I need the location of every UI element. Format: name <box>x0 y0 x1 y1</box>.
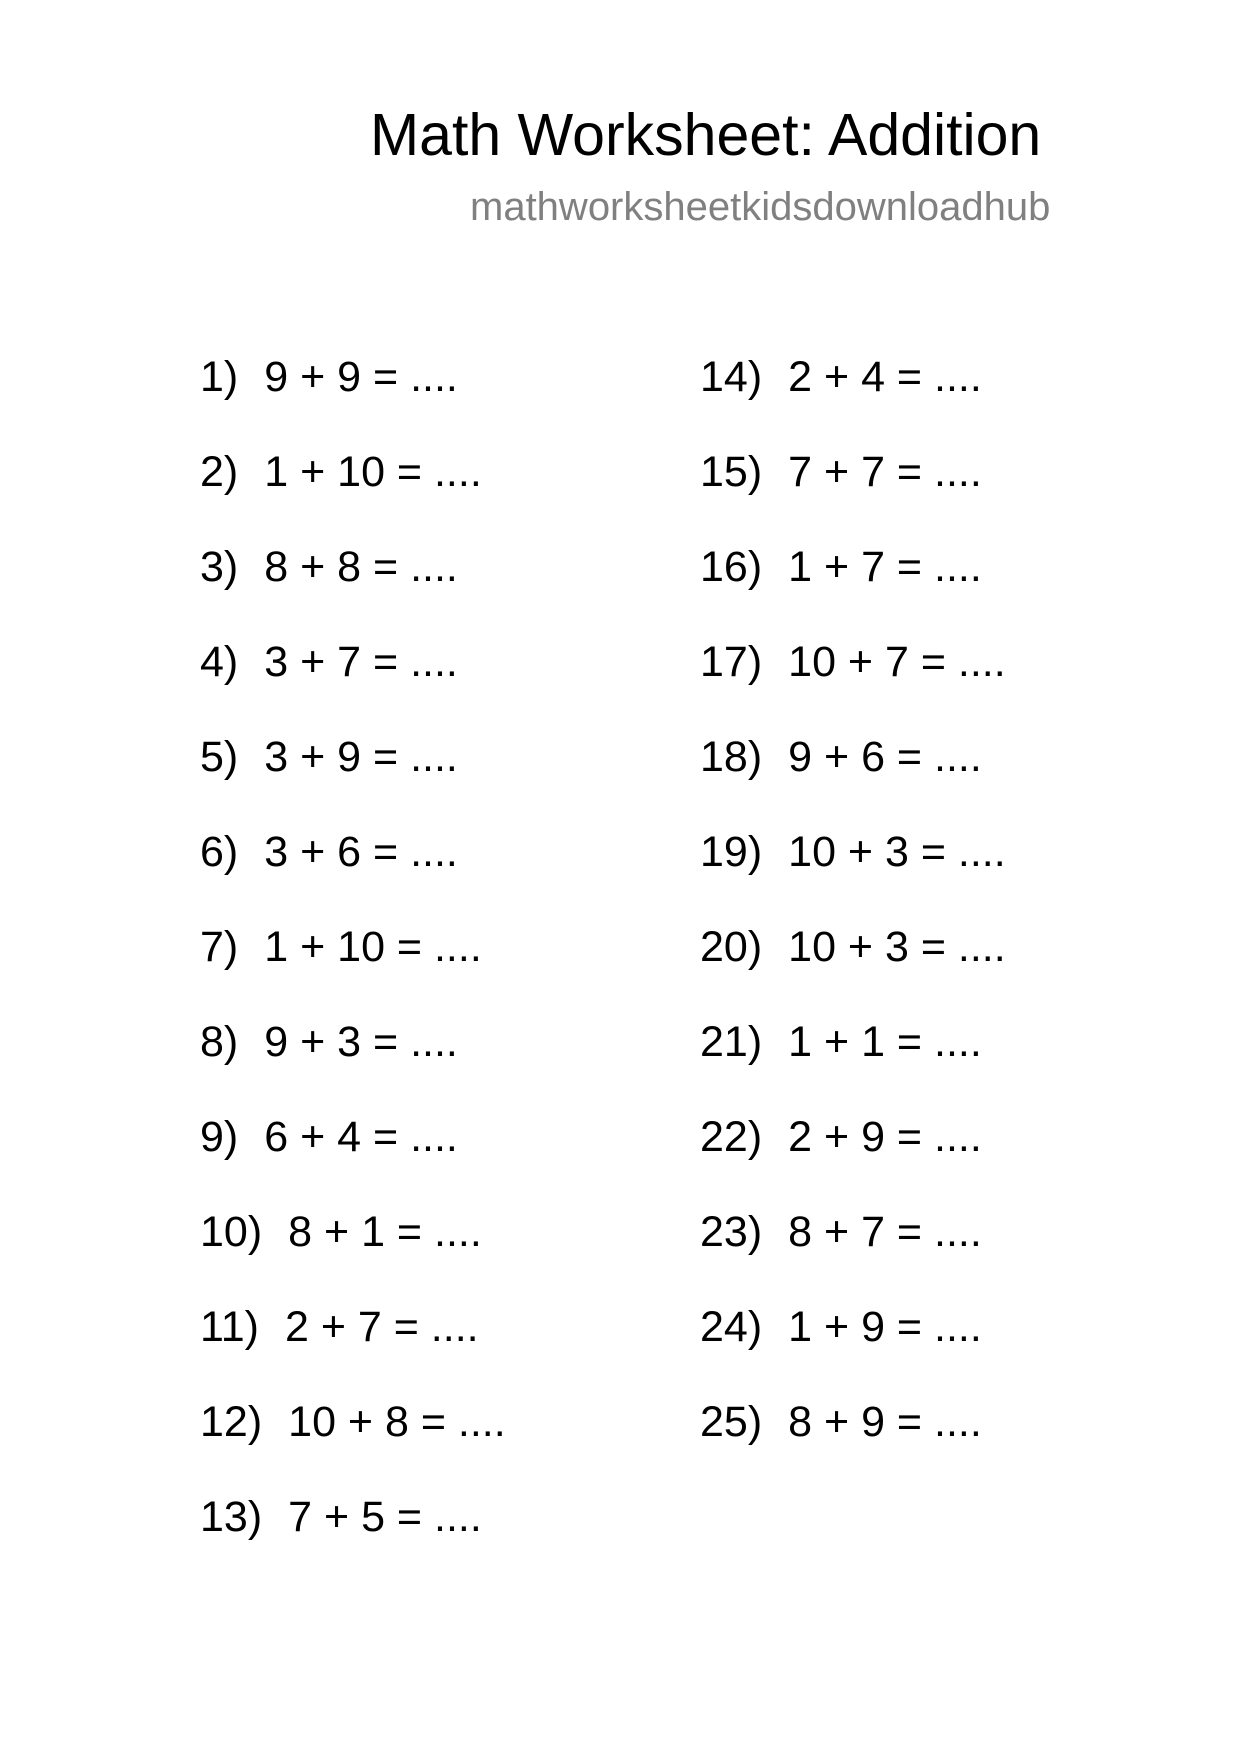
problem-expression: 3 + 6 = .... <box>264 828 458 876</box>
problem-number: 7) <box>200 923 239 971</box>
problem-number: 25) <box>700 1398 763 1446</box>
problem-number: 10) <box>200 1208 263 1256</box>
problem-column-left <box>200 350 506 1585</box>
problem-item <box>200 920 506 1015</box>
problem-expression: 7 + 5 = .... <box>288 1493 482 1541</box>
problem-expression: 9 + 3 = .... <box>264 1018 458 1066</box>
worksheet-title: Math Worksheet: Addition <box>370 102 1042 168</box>
problem-number: 4) <box>200 638 239 686</box>
problem-number: 22) <box>700 1113 763 1161</box>
problem-item <box>700 1205 1006 1300</box>
problem-expression: 10 + 8 = .... <box>288 1398 506 1446</box>
problem-expression: 10 + 3 = .... <box>788 923 1006 971</box>
problem-item <box>200 1110 506 1205</box>
problem-expression: 1 + 9 = .... <box>788 1303 982 1351</box>
problem-expression: 6 + 4 = .... <box>264 1113 458 1161</box>
problem-number: 1) <box>200 353 239 401</box>
problem-expression: 8 + 9 = .... <box>788 1398 982 1446</box>
problem-number: 8) <box>200 1018 239 1066</box>
problem-item <box>700 540 1006 635</box>
problem-item <box>200 825 506 920</box>
problem-item <box>200 730 506 825</box>
problem-item <box>700 1015 1006 1110</box>
problem-item <box>200 350 506 445</box>
problem-number: 19) <box>700 828 763 876</box>
problem-expression: 8 + 7 = .... <box>788 1208 982 1256</box>
problem-item <box>200 1490 506 1585</box>
problem-item <box>700 1300 1006 1395</box>
problem-number: 16) <box>700 543 763 591</box>
problem-item <box>700 1395 1006 1490</box>
problem-number: 14) <box>700 353 763 401</box>
problem-item <box>700 350 1006 445</box>
problem-expression: 9 + 9 = .... <box>264 353 458 401</box>
problem-expression: 1 + 7 = .... <box>788 543 982 591</box>
problem-number: 11) <box>200 1303 259 1351</box>
problem-item <box>200 1205 506 1300</box>
problem-expression: 10 + 3 = .... <box>788 828 1006 876</box>
problem-item <box>700 920 1006 1015</box>
problem-expression: 8 + 1 = .... <box>288 1208 482 1256</box>
problem-number: 2) <box>200 448 239 496</box>
problem-expression: 1 + 10 = .... <box>264 923 482 971</box>
problem-number: 17) <box>700 638 763 686</box>
problem-column-right <box>700 350 1006 1490</box>
problem-number: 18) <box>700 733 763 781</box>
problem-expression: 2 + 7 = .... <box>284 1303 479 1351</box>
problem-item <box>700 730 1006 825</box>
problem-number: 23) <box>700 1208 763 1256</box>
problem-expression: 1 + 1 = .... <box>788 1018 982 1066</box>
problem-expression: 10 + 7 = .... <box>788 638 1006 686</box>
problem-expression: 2 + 4 = .... <box>788 353 982 401</box>
problem-number: 3) <box>200 543 239 591</box>
problem-item <box>700 445 1006 540</box>
problem-expression: 8 + 8 = .... <box>264 543 458 591</box>
worksheet-subtitle: mathworksheetkidsdownloadhub <box>470 185 1051 229</box>
problem-number: 21) <box>700 1018 763 1066</box>
problem-item <box>200 1015 506 1110</box>
problem-number: 9) <box>200 1113 239 1161</box>
problem-item <box>200 635 506 730</box>
problem-expression: 1 + 10 = .... <box>264 448 482 496</box>
problem-number: 24) <box>700 1303 763 1351</box>
problem-number: 15) <box>700 448 763 496</box>
problem-item <box>200 445 506 540</box>
problem-expression: 9 + 6 = .... <box>788 733 982 781</box>
problem-number: 6) <box>200 828 239 876</box>
problem-expression: 3 + 7 = .... <box>264 638 458 686</box>
problem-number: 12) <box>200 1398 263 1446</box>
problem-item <box>200 540 506 635</box>
problem-number: 5) <box>200 733 239 781</box>
problem-number: 13) <box>200 1493 263 1541</box>
problem-expression: 3 + 9 = .... <box>264 733 458 781</box>
problem-expression: 2 + 9 = .... <box>788 1113 982 1161</box>
problem-item <box>700 1110 1006 1205</box>
problem-item <box>200 1395 506 1490</box>
problem-item <box>200 1300 506 1395</box>
problem-number: 20) <box>700 923 763 971</box>
problem-item <box>700 635 1006 730</box>
problem-item <box>700 825 1006 920</box>
problem-expression: 7 + 7 = .... <box>788 448 982 496</box>
